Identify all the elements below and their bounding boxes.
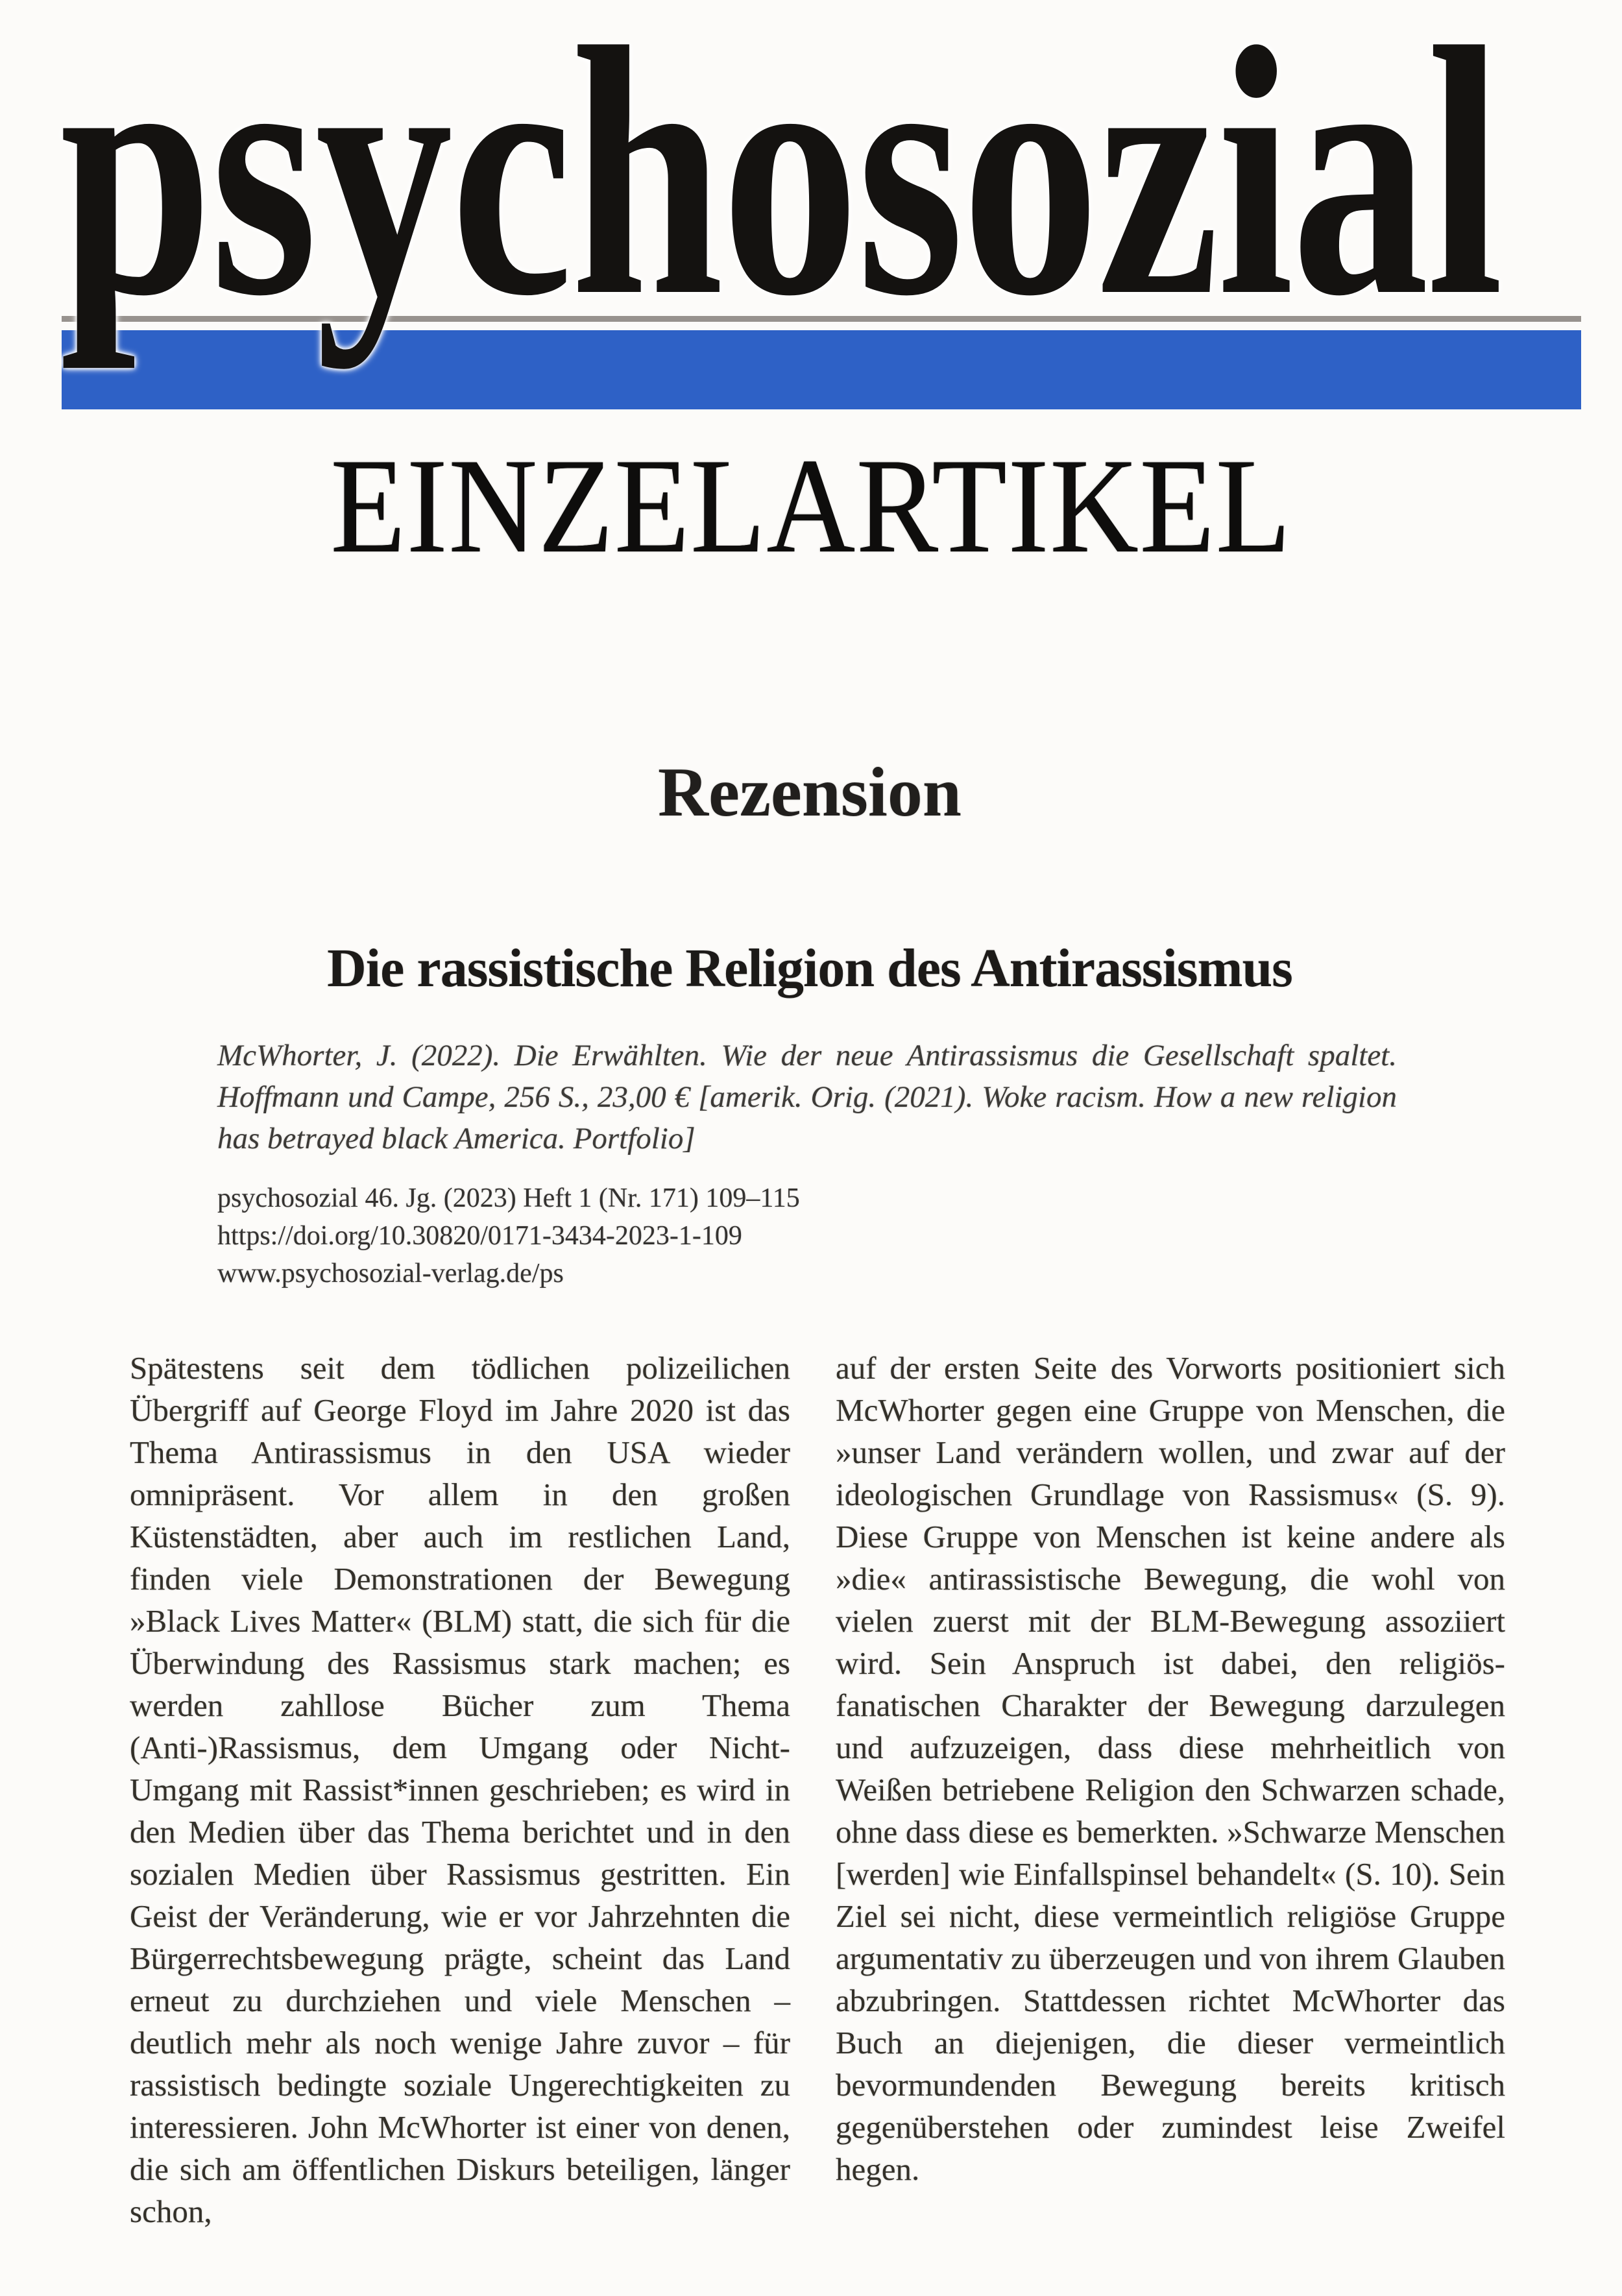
website-line: www.psychosozial-verlag.de/ps [217, 1259, 564, 1288]
body-column-right: auf der ersten Seite des Vorworts positioniert sich McWhorter gegen eine Gruppe von Menschen, die »unser Land verändern wollen, und zwar auf der ideologischen Grundlage von Rassismus« (S. 9). Diese Gruppe von Menschen ist keine andere als »die« antirassistische Bewegung, die wohl von vielen zuerst mit der BLM-Bewegung assoziiert wird. Sein Anspruch ist dabei, den religiös-fanatischen Charakter der Bewegung darzulegen und aufzuzeigen, dass diese mehrheitlich von Weißen betriebene Religion den Schwarzen schade, ohne dass diese es bemerkten. »Schwarze Menschen [werden] wie Einfallspinsel behandelt« (S. 10). Sein Ziel sei nicht, diese vermeintlich religiöse Gruppe argumentativ zu überzeugen und von ihrem Glauben abzubringen. Stattdessen richtet McWhorter das Buch an diejenigen, die dieser vermeintlich bevormundenden Bewegung bereits kritisch gegenüberstehen oder zumindest leise Zweifel hegen. [836, 1350, 1505, 2187]
journal-logo: psychosozial [60, 0, 1501, 369]
article-title: Die rassistische Religion des Antirassismus [327, 938, 1292, 999]
body-columns [130, 1347, 1505, 2232]
doi-line: https://doi.org/10.30820/0171-3434-2023-1-109 [217, 1221, 742, 1251]
section-heading: EINZELARTIKEL [330, 431, 1292, 581]
publication-meta [217, 1179, 1450, 1292]
book-citation: McWhorter, J. (2022). Die Erwählten. Wie der neue Antirassismus die Gesellschaft spaltet. Hoffmann und Campe, 256 S., 23,00 € [amerik. Orig. (2021). Woke racism. How a new religion has betrayed black America. Portfolio] [217, 1039, 1397, 1155]
issue-line: psychosozial 46. Jg. (2023) Heft 1 (Nr. 171) 109–115 [217, 1183, 800, 1213]
body-column-left: Spätestens seit dem tödlichen polizeilichen Übergriff auf George Floyd im Jahre 2020 ist das Thema Antirassismus in den USA wieder omnipräsent. Vor allem in den großen Küstenstädten, aber auch im restlichen Land, finden viele Demonstrationen der Bewegung »Black Lives Matter« (BLM) statt, die sich für die Überwindung des Rassismus stark machen; es werden zahllose Bücher zum Thema (Anti-)Rassismus, dem Umgang oder Nicht-Umgang mit Rassist*innen geschrieben; es wird in den Medien über das Thema berichtet und in den sozialen Medien über Rassismus gestritten. Ein Geist der Veränderung, wie er vor Jahrzehnten die Bürgerrechtsbewegung prägte, scheint das Land erneut zu durchziehen und viele Menschen – deutlich mehr als noch wenige Jahre zuvor – für rassistisch bedingte soziale Ungerechtigkeiten zu interessieren. John McWhorter ist einer von denen, die sich am öffentlichen Diskurs beteiligen, länger schon, [130, 1350, 790, 2229]
article-kicker: Rezension [658, 753, 962, 831]
